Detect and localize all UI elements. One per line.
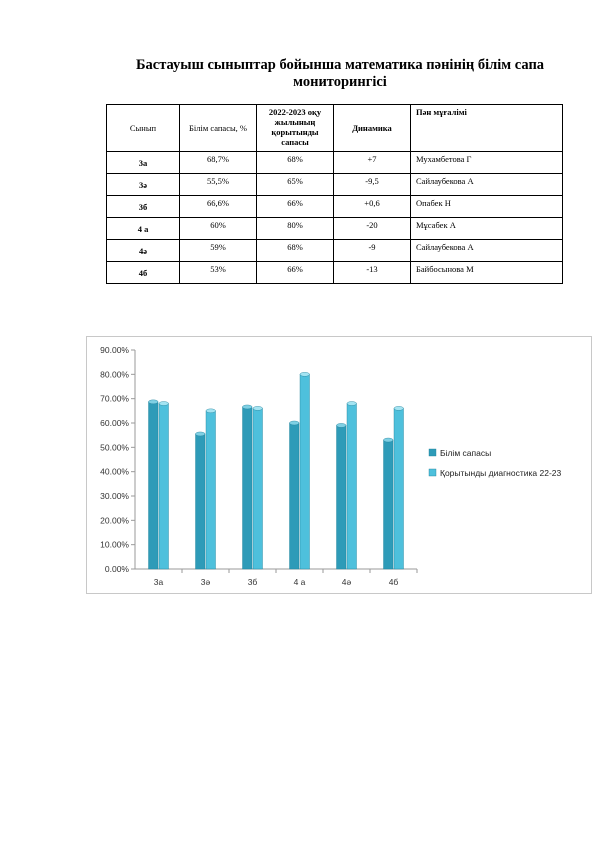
bar-cap [196, 432, 206, 436]
table-row [107, 262, 563, 284]
bar-cap [290, 421, 300, 425]
table-row [107, 174, 563, 196]
bar-quality [384, 440, 394, 569]
cell-dynamics: +7 [334, 152, 411, 174]
cell-teacher: Мұсабек А [411, 218, 563, 240]
cell-class: 4ә [107, 240, 180, 262]
cell-final: 68% [257, 240, 334, 262]
monitoring-table [106, 104, 563, 284]
bar-final [159, 404, 169, 569]
bar-cap [149, 400, 159, 404]
x-tick-label: 4б [388, 577, 399, 587]
table-header-row [107, 105, 563, 152]
bar-cap [159, 402, 169, 406]
y-tick-label: 0.00% [104, 564, 129, 574]
x-tick-label: 3б [247, 577, 258, 587]
bar-quality [290, 423, 300, 569]
cell-quality: 55,5% [180, 174, 257, 196]
x-tick-label: 4 а [293, 577, 306, 587]
bar-chart [86, 336, 592, 594]
bar-cap [347, 402, 357, 406]
cell-teacher: Опабек Н [411, 196, 563, 218]
y-tick-label: 20.00% [100, 515, 129, 526]
bar-cap [206, 409, 216, 413]
document-title [110, 57, 570, 91]
bar-cap [384, 438, 394, 442]
y-tick-label: 60.00% [100, 418, 129, 428]
legend-label: Қорытынды диагностика 22-23 [440, 468, 562, 478]
cell-final: 68% [257, 152, 334, 174]
y-tick-label: 80.00% [100, 369, 129, 380]
cell-quality: 66,6% [180, 196, 257, 218]
y-tick-label: 70.00% [100, 393, 129, 404]
cell-class: 3а [107, 152, 180, 174]
cell-class: 3б [107, 196, 180, 218]
legend-swatch [429, 469, 436, 476]
cell-teacher: Сайлаубекова А [411, 240, 563, 262]
cell-dynamics: -20 [334, 218, 411, 240]
header-final-quality: 2022-2023 оқу жылының қорытынды сапасы [257, 105, 334, 152]
cell-teacher: Сайлаубекова А [411, 174, 563, 196]
cell-final: 65% [257, 174, 334, 196]
bar-quality [243, 407, 253, 569]
x-tick-label: 4ә [341, 577, 352, 587]
bar-quality [337, 425, 347, 569]
cell-final: 66% [257, 262, 334, 284]
cell-quality: 59% [180, 240, 257, 262]
cell-dynamics: -9 [334, 240, 411, 262]
legend-label: Білім сапасы [440, 448, 492, 458]
bar-final [300, 374, 310, 569]
header-dynamics: Динамика [334, 105, 411, 152]
cell-teacher: Байбосынова М [411, 262, 563, 284]
header-quality: Білім сапасы, % [180, 105, 257, 152]
header-teacher: Пән мұғалімі [411, 105, 563, 152]
y-tick-label: 90.00% [100, 345, 129, 355]
cell-class: 4б [107, 262, 180, 284]
table-row [107, 196, 563, 218]
cell-quality: 60% [180, 218, 257, 240]
cell-class: 3ә [107, 174, 180, 196]
bar-cap [253, 406, 263, 410]
bar-cap [243, 405, 253, 409]
cell-class: 4 а [107, 218, 180, 240]
cell-final: 80% [257, 218, 334, 240]
bar-final [347, 404, 357, 569]
bar-cap [394, 406, 404, 410]
table-row [107, 218, 563, 240]
bar-cap [300, 372, 310, 376]
legend-swatch [429, 449, 436, 456]
cell-dynamics: +0,6 [334, 196, 411, 218]
table-row [107, 152, 563, 174]
y-tick-label: 50.00% [100, 442, 129, 453]
cell-final: 66% [257, 196, 334, 218]
table-row [107, 240, 563, 262]
bar-final [394, 408, 404, 569]
cell-quality: 53% [180, 262, 257, 284]
y-tick-label: 40.00% [100, 466, 129, 477]
bar-quality [196, 434, 206, 569]
x-tick-label: 3ә [200, 577, 211, 587]
title-line-1: Бастауыш сыныптар бойынша математика пәнінің білім сапа [135, 57, 545, 73]
cell-quality: 68,7% [180, 152, 257, 174]
cell-dynamics: -13 [334, 262, 411, 284]
cell-teacher: Мухамбетова Г [411, 152, 563, 174]
x-tick-label: 3а [153, 577, 164, 587]
chart-canvas [87, 337, 591, 593]
y-tick-label: 10.00% [100, 539, 129, 550]
header-class: Сынып [107, 105, 180, 152]
bar-quality [149, 402, 159, 569]
bar-final [206, 411, 216, 569]
bar-final [253, 408, 263, 569]
bar-cap [337, 423, 347, 427]
cell-dynamics: -9,5 [334, 174, 411, 196]
title-line-2: мониторингісі [293, 74, 387, 90]
y-tick-label: 30.00% [100, 491, 129, 501]
